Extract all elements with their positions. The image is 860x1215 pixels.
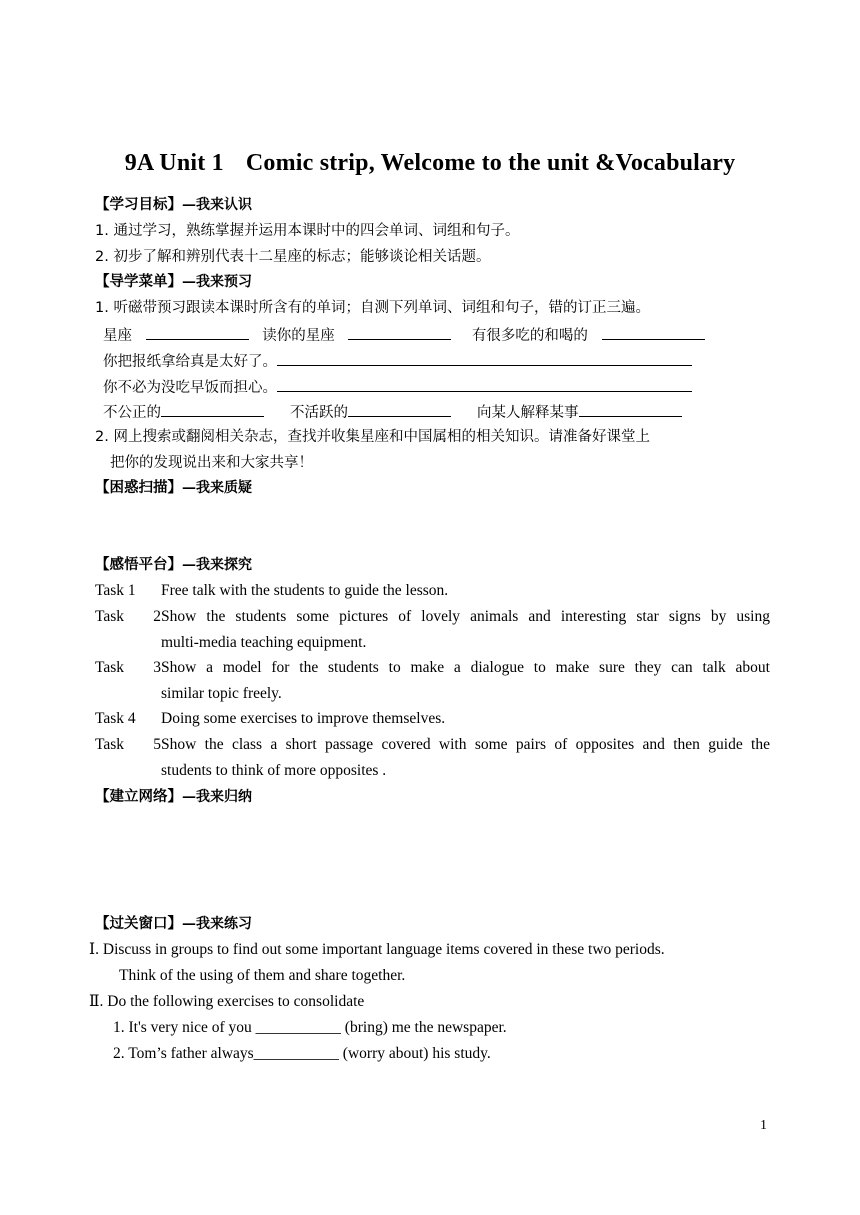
guide-heading: 【导学菜单】—我来预习 [95,274,252,290]
answer-blank[interactable] [277,376,692,392]
goals-heading: 【学习目标】—我来认识 [95,197,252,213]
guide-item-1: 1. 听磁带预习跟读本课时所含有的单词；自测下列单词、词组和句子，错的订正三遍。 [95,300,650,316]
vocab-row-1: 星座 读你的星座 有很多吃的和喝的 [103,324,705,346]
guide-item-2: 2. 网上搜索或翻阅相关杂志，查找并收集星座和中国属相的相关知识。请准备好课堂上 [95,429,650,445]
page-title [0,150,860,177]
practice-part-1: Ⅰ. Discuss in groups to find out some important language items covered in these two periods. [89,941,665,958]
answer-blank[interactable] [602,324,705,340]
exercise-2: 2. Tom’s father always___________ (worry about) his study. [113,1045,491,1062]
network-heading: 【建立网络】—我来归纳 [95,789,252,805]
goal-item-2: 2. 初步了解和辨别代表十二星座的标志；能够谈论相关话题。 [95,249,491,265]
task-5: Task 5Show the class a short passage covered with some pairs of opposites and then guide the students to think of more opposites . [95,736,770,779]
answer-blank[interactable] [348,324,451,340]
task-1: Task 1 Free talk with the students to guide the lesson. [95,582,449,599]
answer-blank[interactable] [146,324,249,340]
practice-heading: 【过关窗口】—我来练习 [95,916,252,932]
title-unit: 9A Unit 1 [124,150,224,176]
exercise-1: 1. It's very nice of you ___________ (bring) me the newspaper. [113,1019,507,1036]
goal-item-1: 1. 通过学习，熟练掌握并运用本课时中的四会单词、词组和句子。 [95,223,520,239]
task-2: Task 2Show the students some pictures of lovely animals and interesting star signs by using multi-media teaching equipment. [95,608,770,651]
doubt-heading: 【困惑扫描】—我来质疑 [95,480,252,496]
vocab-row-2: 你把报纸拿给真是太好了。 [103,350,692,372]
explore-heading: 【感悟平台】—我来探究 [95,557,252,573]
answer-blank[interactable] [277,350,692,366]
vocab-row-3: 你不必为没吃早饭而担心。 [103,376,692,398]
task-4: Task 4 Doing some exercises to improve themselves. [95,710,446,727]
answer-blank[interactable] [579,401,682,417]
answer-blank[interactable] [161,401,264,417]
vocab-row-4: 不公正的 不活跃的 向某人解释某事 [103,401,682,423]
practice-part-2: Ⅱ. Do the following exercises to consolidate [89,993,365,1010]
task-3: Task 3Show a model for the students to make a dialogue to make sure they can talk about similar topic freely. [95,659,770,702]
guide-item-2-cont: 把你的发现说出来和大家共享！ [110,455,313,471]
answer-blank[interactable] [348,401,451,417]
practice-part-1-cont: Think of the using of them and share together. [119,967,406,984]
title-topic: Comic strip, Welcome to the unit &Vocabulary [245,150,736,176]
page-number: 1 [760,1118,767,1133]
